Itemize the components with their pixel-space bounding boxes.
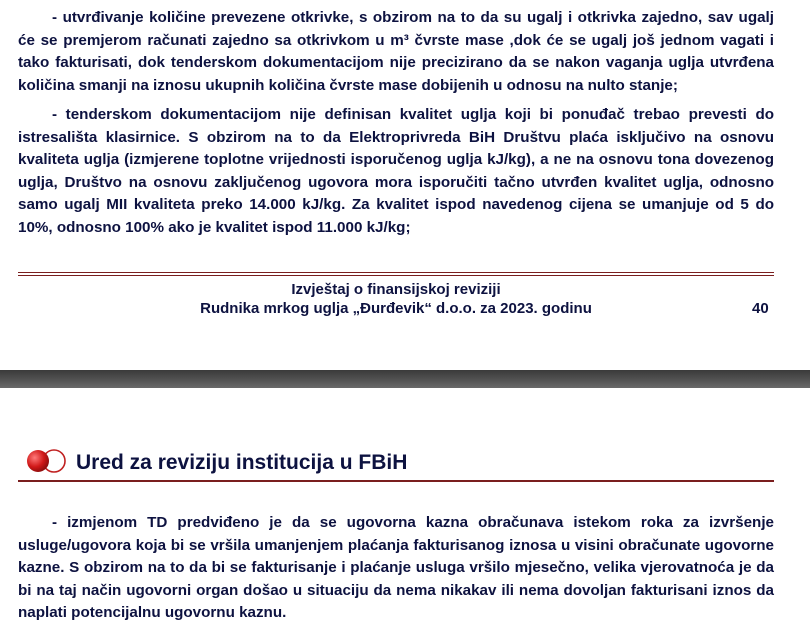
paragraph-quantity-measurement: - utvrđivanje količine prevezene otkrivke, s obzirom na to da su ugalj i otkrivka zajedno, sav ugalj će se premjerom računati zajedno sa otkrivkom u m³ čvrste mase ,dok će se ugalj još jednom vagati i tako fakturisati, dok tenderskom dokumentacijom nije precizirano da se nakon vaganja uglja utvrđena količina smanji na iznosu ukupnih količina čvrste mase dobijenih u odnosu na nulto stanje; xyxy=(18,9,774,94)
paragraph-coal-quality: - tenderskom dokumentacijom nije definisan kvalitet uglja koji bi ponuđač trebao prevesti do istresališta klasirnice. S obzirom na to da Elektroprivreda BiH Društvu plaća isključivo na osnovu kvaliteta uglja (izmjerene toplotne vrijednosti isporučenog uglja kJ/kg), a ne na osnovu tona dovezenog uglja, Društvo na osnovu zaključenog ugovora mora isporučiti tačno utvrđen kvalitet uglja, odnosno samo ugalj MII kvaliteta preko 14.000 kJ/kg. Za kvalitet ispod navedenog cijena se umanjuje od 5 do 10%, odnosno 100% ako je kvalitet ispod 11.000 kJ/kg; xyxy=(18,106,774,236)
office-logo-icon xyxy=(24,447,68,475)
footer-report-title: Izvještaj o finansijskoj reviziji xyxy=(291,281,501,298)
footer-divider xyxy=(18,272,774,276)
header-divider xyxy=(18,480,774,482)
page-separator xyxy=(0,370,810,388)
page-header-title: Ured za reviziju institucija u FBiH xyxy=(76,451,408,474)
page-number: 40 xyxy=(752,300,769,317)
footer-company-line: Rudnika mrkog uglja „Đurđevik“ d.o.o. za 2023. godinu xyxy=(200,300,592,317)
paragraph-contract-penalty: - izmjenom TD predviđeno je da se ugovorna kazna obračunava istekom roka za izvršenje usluge/ugovora koja bi se vršila umanjenjem plaćanja fakturisanog iznosa u visini obračunate ugovorne kazne. S obzirom na to da bi se fakturisanje i plaćanje usluga vršilo mjesečno, velika vjerovatnoća je da bi na taj način ugovorni organ došao u situaciju da nema nikakav ili nema dovoljan fakturisani iznos da naplati potencijalnu ugovornu kaznu. xyxy=(18,514,774,621)
